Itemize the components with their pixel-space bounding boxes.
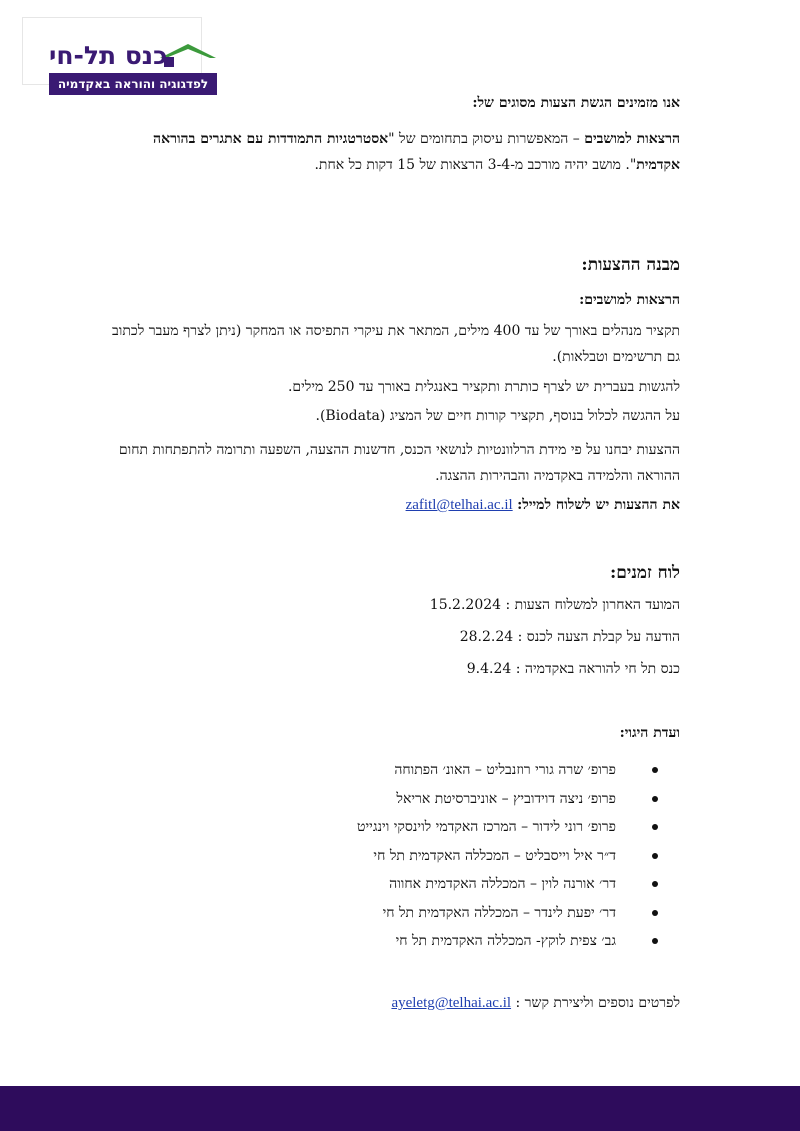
schedule-date: 15.2.2024 — [429, 597, 502, 613]
committee-member: פרופ׳ רוני לידור – המרכז האקדמי לוינסקי וינגייט — [357, 819, 616, 835]
committee-list — [238, 756, 658, 956]
intro-heading: אנו מזמינים הגשת הצעות מסוגים של: — [472, 95, 680, 111]
bullet-icon — [652, 853, 658, 859]
intro-paragraph — [110, 126, 680, 178]
bullet-icon — [652, 938, 658, 944]
bullet-icon — [652, 767, 658, 773]
committee-member: ד״ר איל וייסבליט – המכללה האקדמית תל חי — [373, 847, 616, 864]
list-item — [238, 870, 658, 899]
schedule-label: כנס תל חי להוראה באקדמיה : — [515, 661, 680, 677]
submit-label: את ההצעות יש לשלוח למייל: — [517, 497, 680, 513]
logo-subtitle: לפדגוגיה והוראה באקדמיה — [49, 73, 217, 95]
structure-subheading: הרצאות למושבים: — [579, 292, 680, 308]
contact-label: לפרטים נוספים וליצירת קשר : — [515, 995, 680, 1011]
schedule-date: 28.2.24 — [459, 629, 514, 645]
schedule-item — [110, 624, 680, 650]
list-item — [238, 785, 658, 814]
committee-member: דר׳ יפעת לינדר – המכללה האקדמית תל חי — [382, 904, 616, 921]
logo-title: כנס תל-חי — [49, 41, 168, 70]
schedule-label: הודעה על קבלת הצעה לכנס : — [517, 629, 680, 645]
footer-bar — [0, 1086, 800, 1131]
submit-email-link[interactable]: zafitl@telhai.ac.il — [405, 497, 513, 513]
schedule-label: המועד האחרון למשלוח הצעות : — [505, 597, 680, 613]
contact-line — [110, 990, 680, 1016]
list-item — [238, 927, 658, 956]
session-label: הרצאות למושבים — [584, 131, 680, 147]
schedule-item — [110, 592, 680, 618]
list-item — [238, 899, 658, 928]
bullet-icon — [652, 881, 658, 887]
session-topic: אסטרטגיות התמודדות עם אתגרים בהוראה אקדמית — [153, 131, 680, 173]
bullet-icon — [652, 796, 658, 802]
schedule-heading: לוח זמנים: — [610, 563, 680, 583]
session-rest: ". מושב יהיה מורכב מ-3-4 הרצאות של 15 דקות כל אחת. — [314, 157, 637, 173]
structure-heading: מבנה ההצעות: — [581, 255, 680, 275]
structure-para-1: תקציר מנהלים באורך של עד 400 מילים, המתאר את עיקרי התפיסה או המחקר (ניתן לצרף מעבר לכתוב גם תרשימים וטבלאות). — [112, 323, 680, 365]
schedule-item — [110, 656, 680, 682]
committee-heading: ועדת היגוי: — [619, 725, 680, 741]
bullet-icon — [652, 910, 658, 916]
structure-para-3: על ההגשה לכלול בנוסף, תקציר קורות חיים של המציג (Biodata). — [315, 408, 680, 424]
session-dash: – המאפשרות עיסוק בתחומים של " — [388, 131, 585, 147]
conference-logo — [22, 17, 209, 91]
committee-member: גב׳ צפית לוקץ- המכללה האקדמית תל חי — [395, 933, 616, 949]
list-item — [238, 842, 658, 871]
committee-member: פרופ׳ שרה גורי רוזנבליט – האונ׳ הפתוחה — [394, 762, 616, 778]
committee-member: פרופ׳ ניצה דוידוביץ – אוניברסיטת אריאל — [396, 790, 616, 807]
committee-member: דר׳ אורנה לוין – המכללה האקדמית אחווה — [389, 876, 616, 892]
schedule-date: 9.4.24 — [466, 661, 512, 677]
contact-email-link[interactable]: ayeletg@telhai.ac.il — [391, 995, 512, 1011]
structure-para-2: להגשות בעברית יש לצרף כותרת ותקציר באנגלית באורך עד 250 מילים. — [287, 379, 680, 395]
bullet-icon — [652, 824, 658, 830]
list-item — [238, 756, 658, 785]
list-item — [238, 813, 658, 842]
structure-para-4: ההצעות יבחנו על פי מידת הרלוונטיות לנושאי הכנס, חדשנות ההצעה, השפעה ותרומה להתפתחות תחום ההוראה והלמידה באקדמיה והבהירות ההצגה. — [118, 442, 680, 484]
submit-line — [110, 492, 680, 518]
